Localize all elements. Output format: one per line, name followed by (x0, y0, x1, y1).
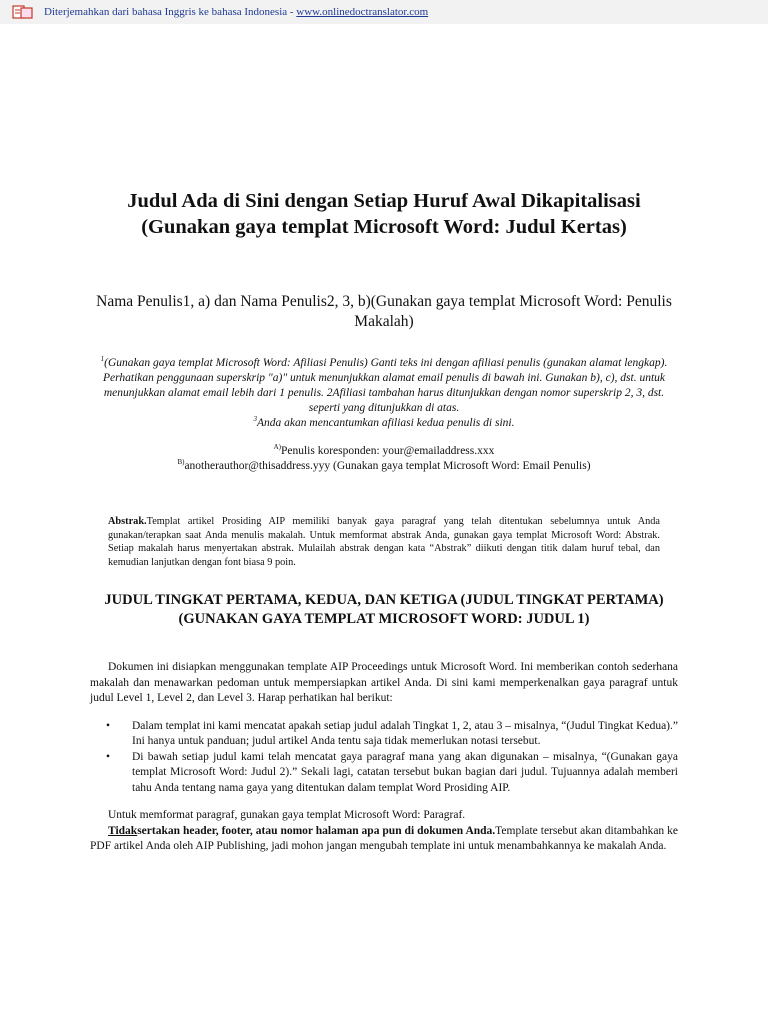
bullet-list (90, 719, 678, 797)
abstract: Abstrak.Templat artikel Prosiding AIP memiliki banyak gaya paragraf yang telah ditentukan sebelumnya untuk Anda gunakan/terapkan saat Anda menulis makalah. Untuk memformat abstrak Anda, gunakan gaya templat Microsoft Word: Abstrak. Setiap makalah harus menyertakan abstrak. Mulailah abstrak dengan kata “Abstrak” diikuti dengan titik dalam huruf tebal, dan kemudian lanjutkan dengan font biasa 9 poin. (108, 516, 660, 568)
paragraph: Untuk memformat paragraf, gunakan gaya templat Microsoft Word: Paragraf. (108, 809, 466, 821)
list-item: • Di bawah setiap judul kami telah mencatat gaya paragraf mana yang akan digunakan – misalnya, “(Gunakan gaya templat Microsoft Word: Judul 2).” Sekali lagi, catatan tersebut bukan bagian dari judul. Tujuannya adalah memberi tahu Anda tentang nama gaya yang ditentukan dalam templat Word Prosiding AIP. (106, 750, 678, 794)
author-emails: $^{A)}$Penulis koresponden: your@emailaddress.xxx $^{B)}$anotherauthor@thisaddress.yyy (Gunakan gaya templat Microsoft Word: Email Penulis) (177, 443, 591, 472)
paragraph: Dokumen ini disiapkan menggunakan template AIP Proceedings untuk Microsoft Word. Ini memberikan contoh sederhana makalah dan menawarkan pedoman untuk mempersiapkan artikel Anda. Di sini kami memperkenalkan gaya paragraf untuk judul Level 1, Level 2, dan Level 3. Harap perhatikan hal berikut: (90, 661, 678, 704)
document-page (0, 24, 768, 1024)
body-text (90, 660, 678, 855)
paper-authors: Nama Penulis1, a) dan Nama Penulis2, 3, b)(Gunakan gaya templat Microsoft Word: Penulis Makalah) (96, 293, 672, 330)
translator-bar (0, 0, 768, 24)
translator-note: Diterjemahkan dari bahasa Inggris ke bahasa Indonesia - www.onlinedoctranslator.com (44, 6, 429, 18)
author-affiliations: $^1$(Gunakan gaya templat Microsoft Word: Afiliasi Penulis) Ganti teks ini dengan afiliasi penulis (gunakan alamat lengkap). Perhatikan penggunaan superskrip "a)" untuk menunjukkan alamat email penulis di bawah ini. Gunakan b), c), dst. untuk menunjukkan alamat email lebih dari 1 penulis. 2Afiliasi tambahan harus ditunjukkan dengan nomor superskrip 2, 3, dst. seperti yang ditunjukkan di atas. $^3$Anda akan mencantumkan afiliasi kedua penulis di sini. (100, 355, 668, 429)
translator-link[interactable]: www.onlinedoctranslator.com (296, 6, 429, 18)
document-translate-icon (12, 5, 34, 19)
paper-title: Judul Ada di Sini dengan Setiap Huruf Awal Dikapitalisasi (Gunakan gaya templat Microsoft Word: Judul Kertas) (127, 190, 641, 238)
paragraph: Tidaksertakan header, footer, atau nomor halaman apa pun di dokumen Anda.Template tersebut akan ditambahkan ke PDF artikel Anda oleh AIP Publishing, jadi mohon jangan mengubah template ini untuk menambahkannya ke makalah Anda. (90, 824, 678, 852)
list-item: • Dalam templat ini kami mencatat apakah setiap judul adalah Tingkat 1, 2, atau 3 – misalnya, “(Judul Tingkat Kedua).” Ini hanya untuk panduan; judul artikel Anda tentu saja tidak memerlukan notasi tersebut. (106, 719, 678, 747)
abstract-label: Abstrak. (108, 516, 147, 527)
section-heading: JUDUL TINGKAT PERTAMA, KEDUA, DAN KETIGA (JUDUL TINGKAT PERTAMA) (GUNAKAN GAYA TEMPLAT MICROSOFT WORD: JUDUL 1) (104, 592, 664, 627)
